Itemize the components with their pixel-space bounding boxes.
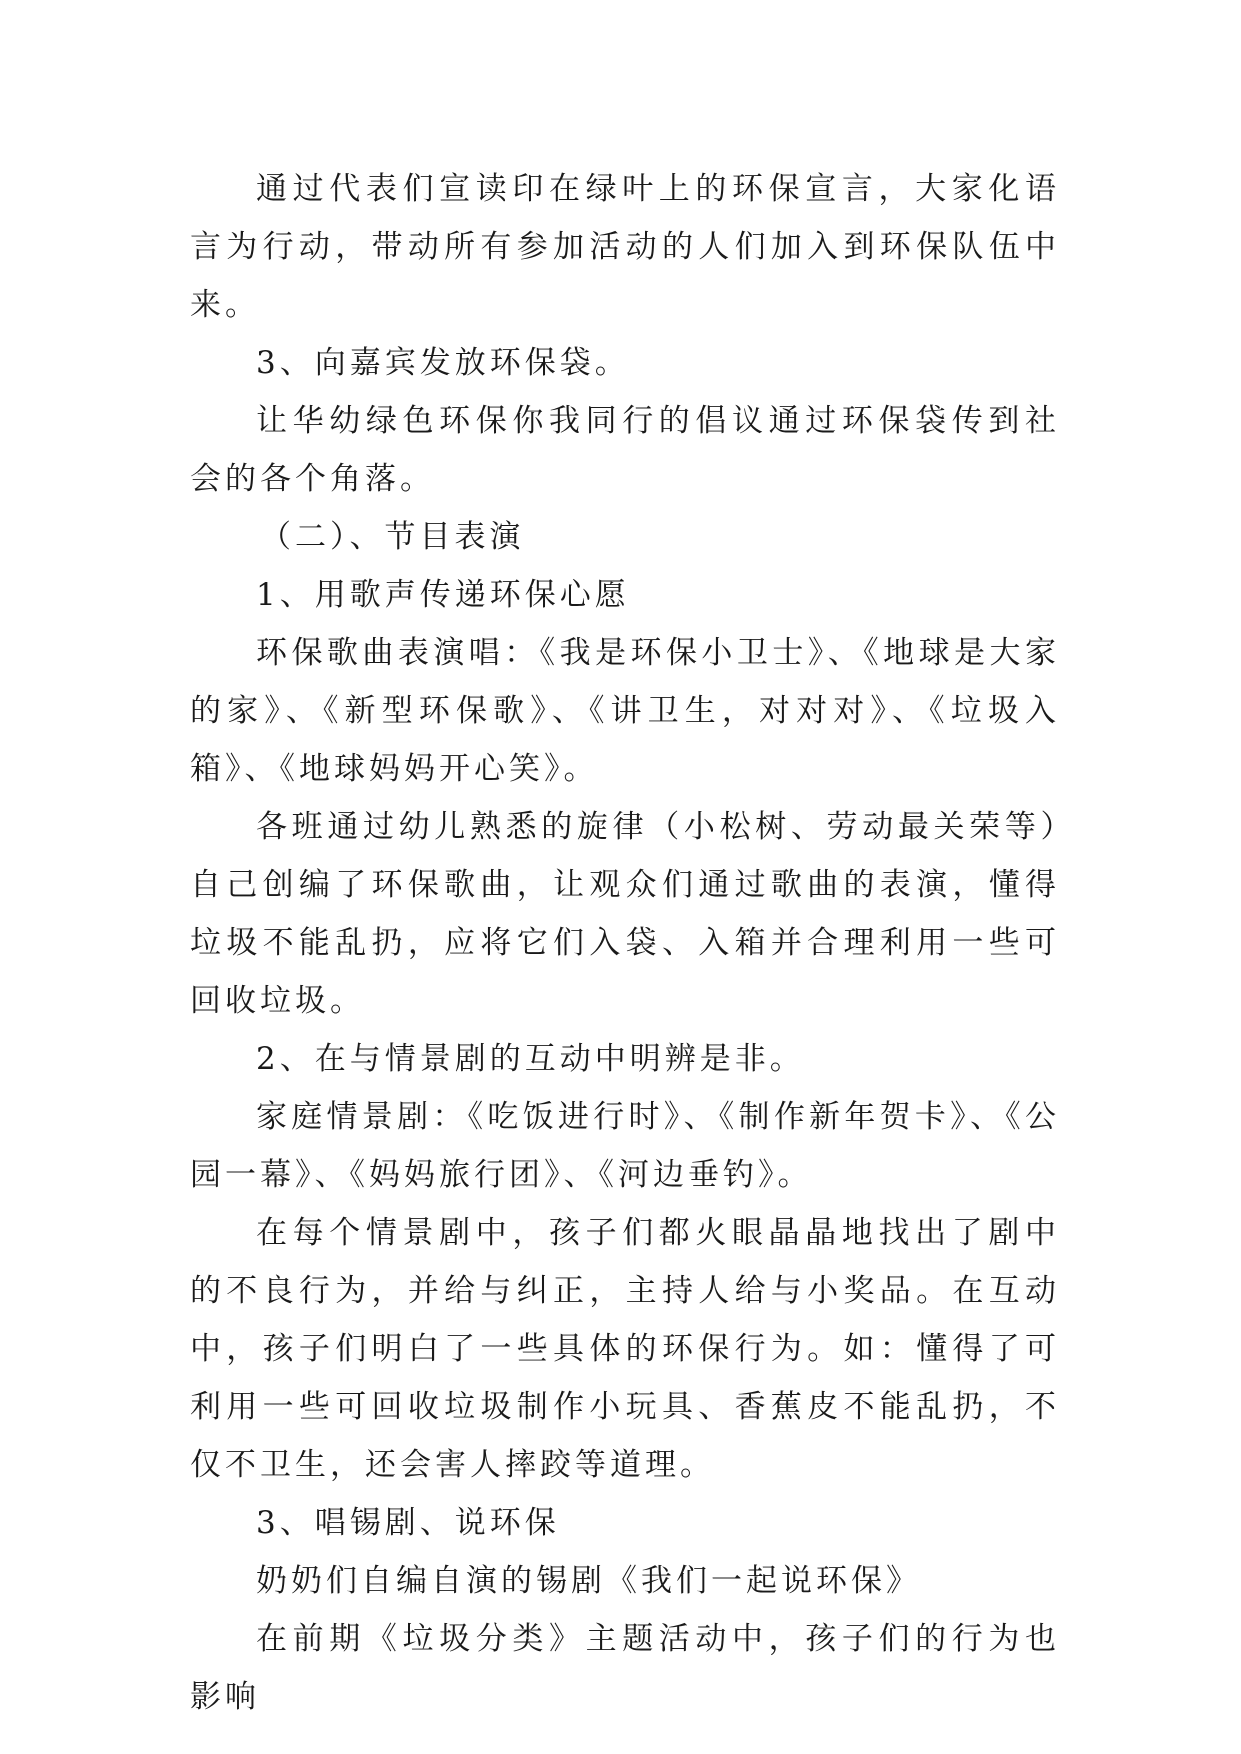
document-body [190, 160, 1060, 1726]
item-heading-opera: 3、唱锡剧、说环保 [256, 1505, 560, 1541]
section-heading-performances: （二）、节目表演 [260, 519, 525, 555]
paragraph-declaration: 通过代表们宣读印在绿叶上的环保宣言，大家化语言为行动，带动所有参加活动的人们加入到环保队伍中来。 [190, 171, 1060, 323]
paragraph-garbage-sorting: 在前期《垃圾分类》主题活动中，孩子们的行为也影响 [190, 1621, 1060, 1715]
paragraph-song-list: 环保歌曲表演唱：《我是环保小卫士》、《地球是大家的家》、《新型环保歌》、《讲卫生，对对对》、《垃圾入箱》、《地球妈妈开心笑》。 [190, 635, 1060, 787]
item-heading-eco-bags: 3、向嘉宾发放环保袋。 [256, 345, 630, 381]
item-heading-songs: 1、用歌声传递环保心愿 [256, 577, 630, 613]
paragraph-sketch-list: 家庭情景剧：《吃饭进行时》、《制作新年贺卡》、《公园一幕》、《妈妈旅行团》、《河边垂钓》。 [190, 1099, 1060, 1193]
paragraph-sketch-interaction: 在每个情景剧中，孩子们都火眼晶晶地找出了剧中的不良行为，并给与纠正，主持人给与小奖品。在互动中，孩子们明白了一些具体的环保行为。如：懂得了可利用一些可回收垃圾制作小玩具、香蕉皮不能乱扔，不仅不卫生，还会害人摔跤等道理。 [190, 1215, 1060, 1483]
paragraph-class-songs: 各班通过幼儿熟悉的旋律（小松树、劳动最关荣等）自己创编了环保歌曲，让观众们通过歌曲的表演，懂得垃圾不能乱扔，应将它们入袋、入箱并合理利用一些可回收垃圾。 [190, 809, 1060, 1019]
item-heading-sketches: 2、在与情景剧的互动中明辨是非。 [256, 1041, 805, 1077]
paragraph-opera: 奶奶们自编自演的锡剧《我们一起说环保》 [256, 1563, 921, 1599]
paragraph-eco-bags: 让华幼绿色环保你我同行的倡议通过环保袋传到社会的各个角落。 [190, 403, 1060, 497]
